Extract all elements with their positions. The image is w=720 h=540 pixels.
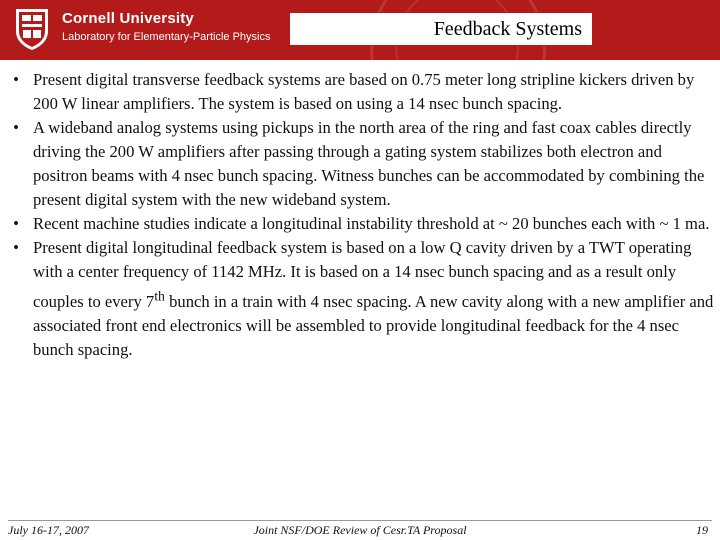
bullet-marker: • [13,238,19,257]
footer-event: Joint NSF/DOE Review of Cesr.TA Proposal [253,523,467,537]
slide-footer [0,520,720,540]
university-wordmark [62,10,270,44]
bullet-marker: • [13,214,19,233]
slide-header [0,0,720,60]
bullet-text-part: Present digital longitudinal feedback system is based on a low Q cavity driven by a TWT operating with a center frequency of 1142 MHz. It is based on a 14 nsec bunch spacing and as a result only couples to every 7 [33,238,692,311]
bullet-marker: • [13,70,19,89]
university-name: Cornell University [62,10,194,27]
bullet-item [6,236,714,362]
slide-body [6,68,714,362]
bullet-list [6,68,714,362]
bullet-text-part: bunch in a train with 4 nsec spacing. A new cavity along with a new amplifier and associated front end electronics will be assembled to provide longitudinal feedback for the 4 nsec bunch spacing. [33,291,714,359]
bullet-text: Recent machine studies indicate a longitudinal instability threshold at ~ 20 bunches each with ~ 1 ma. [33,214,710,233]
slide-title: Feedback Systems [433,18,582,40]
bullet-text: Present digital transverse feedback systems are based on 0.75 meter long stripline kickers driven by 200 W linear amplifiers. The system is based on using a 14 nsec bunch spacing. [33,70,695,113]
ordinal-superscript: th [154,288,165,303]
footer-date: July 16-17, 2007 [8,523,89,537]
bullet-text: A wideband analog systems using pickups in the north area of the ring and fast coax cables directly driving the 200 W amplifiers after passing through a gating system stabilizes both electron and positron beams with 4 nsec bunch spacing. Witness bunches can be accommodated by combining the present digital system with the new wideband system. [33,118,705,209]
footer-divider [8,520,712,521]
bullet-text [33,238,713,359]
bullet-marker: • [13,118,19,137]
bullet-item [6,212,714,236]
cornell-shield-icon [14,7,50,51]
page-number: 19 [696,523,708,537]
laboratory-name: Laboratory for Elementary-Particle Physics [62,31,271,43]
slide-title-box [289,12,593,46]
bullet-item [6,68,714,116]
bullet-item [6,116,714,212]
